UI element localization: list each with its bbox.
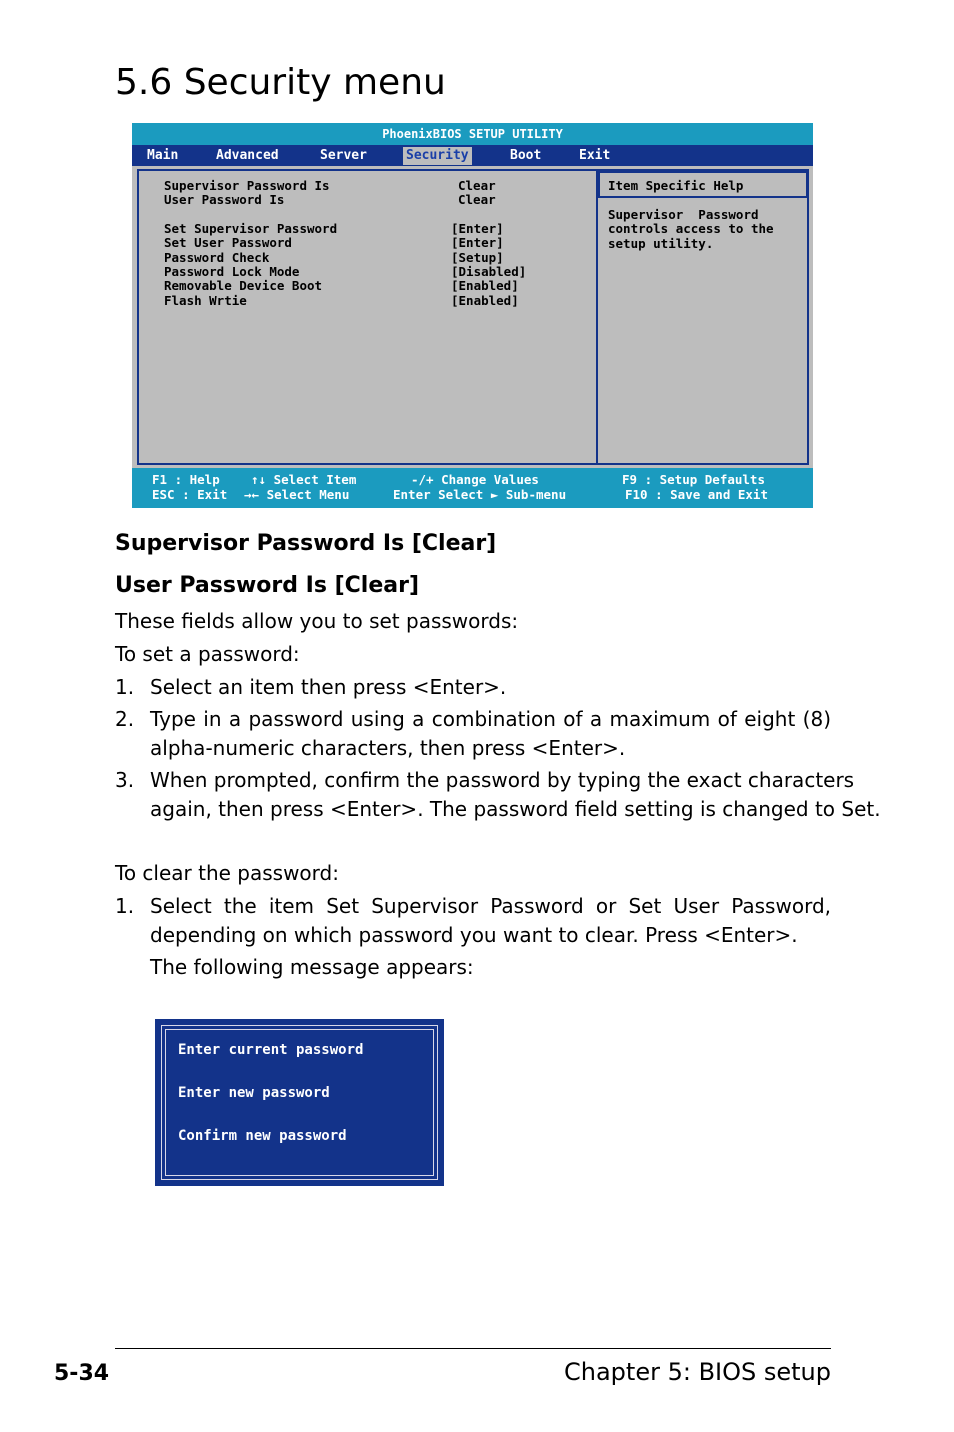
setting-label[interactable]: User Password Is [164, 192, 285, 207]
setting-value[interactable]: [Setup] [451, 250, 504, 265]
menu-advanced[interactable]: Advanced [216, 148, 279, 163]
bios-panel-divider [596, 169, 598, 465]
confirm-new-password-prompt[interactable]: Confirm new password [178, 1128, 347, 1144]
bios-title-bar: PhoenixBIOS SETUP UTILITY [132, 123, 813, 145]
footer-rule [115, 1348, 831, 1349]
password-dialog [155, 1019, 444, 1186]
key-f1-help: F1 : Help [152, 472, 220, 487]
setting-label[interactable]: Set Supervisor Password [164, 221, 338, 236]
setting-value: Clear [458, 192, 496, 207]
key-enter-select: Enter Select ► Sub-menu [393, 487, 567, 502]
step-text: again, then press <Enter>. The password field setting is changed to Set. [150, 797, 881, 821]
menu-server[interactable]: Server [320, 148, 367, 163]
step-text: Select the item Set Supervisor Password or Set User Password, [150, 894, 831, 918]
setting-value[interactable]: [Enter] [451, 221, 504, 236]
step-text: When prompted, confirm the password by typing the exact characters [150, 768, 855, 792]
help-text: controls access to the [608, 221, 774, 236]
setting-label[interactable]: Set User Password [164, 235, 292, 250]
setting-label[interactable]: Supervisor Password Is [164, 178, 330, 193]
menu-exit[interactable]: Exit [579, 148, 611, 163]
menu-boot[interactable]: Boot [510, 148, 542, 163]
step-text: alpha-numeric characters, then press <Enter>. [150, 736, 626, 760]
key-esc-exit: ESC : Exit [152, 487, 228, 502]
menu-security[interactable]: Security [403, 147, 472, 165]
step-number: 3. [115, 768, 135, 792]
clear-password-intro: To clear the password: [115, 861, 339, 885]
step-number: 2. [115, 707, 135, 731]
page-number: 5-34 [54, 1361, 110, 1386]
key-f10-save: F10 : Save and Exit [625, 487, 768, 502]
menu-main[interactable]: Main [147, 148, 179, 163]
heading-supervisor-password: Supervisor Password Is [Clear] [115, 531, 497, 556]
enter-current-password-prompt[interactable]: Enter current password [178, 1042, 364, 1058]
step-text: Type in a password using a combination of a maximum of eight (8) [150, 707, 831, 731]
help-title: Item Specific Help [608, 178, 744, 193]
key-f9-defaults: F9 : Setup Defaults [622, 472, 765, 487]
page-title: 5.6 Security menu [115, 62, 446, 103]
setting-label[interactable]: Flash Wrtie [164, 293, 247, 308]
step-number: 1. [115, 675, 135, 699]
bios-screenshot [132, 123, 813, 508]
set-password-intro: To set a password: [115, 642, 300, 666]
bios-menu-bar [132, 145, 813, 166]
setting-label[interactable]: Password Lock Mode [164, 264, 300, 279]
message-note: The following message appears: [150, 955, 474, 979]
setting-value[interactable]: [Enter] [451, 235, 504, 250]
key-select-menu: →← Select Menu [244, 487, 350, 502]
step-text: depending on which password you want to clear. Press <Enter>. [150, 923, 798, 947]
bios-key-legend [132, 468, 813, 508]
key-select-item: ↑↓ Select Item [251, 472, 357, 487]
help-text: setup utility. [608, 236, 714, 251]
intro-text: These fields allow you to set passwords: [115, 609, 519, 633]
setting-value[interactable]: [Disabled] [451, 264, 527, 279]
setting-label[interactable]: Password Check [164, 250, 270, 265]
enter-new-password-prompt[interactable]: Enter new password [178, 1085, 330, 1101]
chapter-title: Chapter 5: BIOS setup [564, 1358, 831, 1386]
step-text: Select an item then press <Enter>. [150, 675, 507, 699]
setting-label[interactable]: Removable Device Boot [164, 278, 323, 293]
setting-value[interactable]: [Enabled] [451, 293, 519, 308]
setting-value[interactable]: [Enabled] [451, 278, 519, 293]
help-text: Supervisor Password [608, 207, 759, 222]
key-change-values: -/+ Change Values [411, 472, 539, 487]
heading-user-password: User Password Is [Clear] [115, 573, 420, 598]
setting-value: Clear [458, 178, 496, 193]
step-number: 1. [115, 894, 135, 918]
